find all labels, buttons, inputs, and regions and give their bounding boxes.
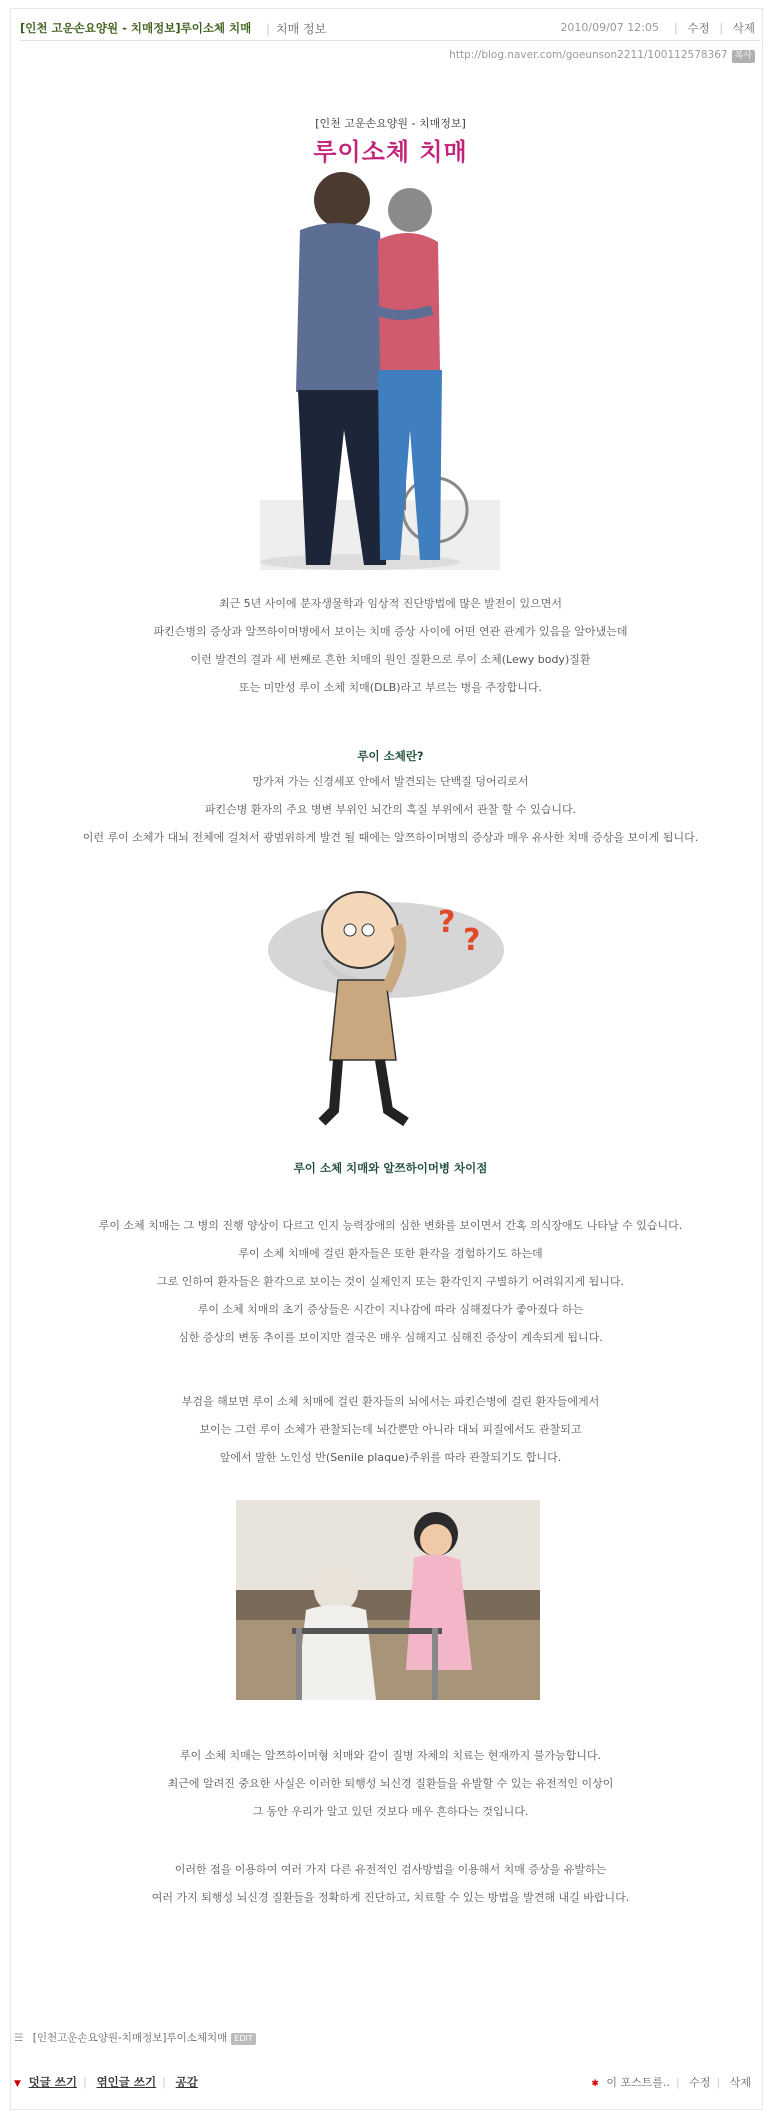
divider: | — [676, 2076, 680, 2089]
sympathy-button[interactable]: 공감 — [175, 2075, 198, 2089]
post-date: 2010/09/07 12:05 — [560, 21, 659, 34]
svg-text:?: ? — [463, 923, 481, 958]
divider: | — [162, 2075, 166, 2089]
article-kicker: [인천 고운손요양원 - 치매정보] — [315, 117, 466, 130]
footer-left-actions — [14, 2074, 198, 2090]
post-url-link[interactable]: http://blog.naver.com/goeunson2211/100112578367 — [449, 49, 728, 61]
divider: | — [83, 2075, 87, 2089]
intro-paragraph — [20, 590, 761, 702]
svg-text:?: ? — [438, 905, 456, 940]
post-actions — [668, 20, 755, 36]
divider: | — [716, 2076, 721, 2089]
closing-line: 여러 가지 퇴행성 뇌신경 질환들을 정확하게 진단하고, 치료할 수 있는 방법을 발견해 내길 바랍니다. — [151, 1891, 630, 1904]
post-header — [20, 14, 761, 40]
footer-delete-link[interactable]: 삭제 — [729, 2076, 751, 2089]
intro-line: 이런 발견의 결과 세 번째로 흔한 치매의 원인 질환으로 루이 소체(Lewy body)질환 — [190, 653, 591, 666]
trackback-button[interactable]: 엮인글 쓰기 — [96, 2075, 157, 2089]
autopsy-paragraph — [20, 1388, 761, 1472]
post-menu-link[interactable]: 이 포스트를.. — [606, 2076, 671, 2089]
intro-line: 최근 5년 사이에 분자생물학과 임상적 진단방법에 많은 발전이 있으면서 — [218, 597, 563, 610]
chevron-down-icon: ▼ — [14, 2079, 21, 2089]
divider: | — [673, 21, 678, 35]
divider: | — [266, 22, 271, 36]
differences-line: 그로 인하여 환자들은 환각으로 보이는 것이 실제인지 또는 환각인지 구별하기 어려워지게 됩니다. — [157, 1275, 624, 1288]
post-title-link[interactable]: [인천 고운손요양원 - 치매정보]루이소체 치매 — [20, 21, 252, 35]
delete-link[interactable]: 삭제 — [732, 21, 755, 35]
intro-line: 파킨슨병의 증상과 알쯔하이머병에서 보이는 치매 증상 사이에 어떤 연관 관계가 있음을 알아냈는데 — [153, 625, 628, 638]
divider: | — [719, 21, 724, 35]
differences-line: 루이 소체 치매는 그 병의 진행 양상이 다르고 인지 능력장애의 심한 변화를 보이면서 간혹 의식장애도 나타날 수 있습니다. — [98, 1219, 683, 1232]
subheading-differences: 루이 소체 치매와 알쯔하이머병 차이점 — [293, 1161, 488, 1175]
article-title: 루이소체 치매 — [313, 138, 468, 166]
nursing-care-photo — [236, 1500, 540, 1700]
star-icon: ✱ — [591, 2079, 599, 2089]
header-divider — [20, 40, 761, 41]
treatment-paragraph — [20, 1742, 761, 1826]
tag-row — [14, 2030, 256, 2045]
differences-line: 루이 소체 치매에 걸린 환자들은 또한 환각을 경험하기도 하는데 — [238, 1247, 543, 1260]
autopsy-line: 앞에서 말한 노인성 반(Senile plaque)주위를 따라 관찰되기도 합니다. — [219, 1451, 562, 1464]
footer-edit-link[interactable]: 수정 — [689, 2076, 711, 2089]
category-link[interactable] — [260, 20, 326, 37]
differences-line: 심한 증상의 변동 추이를 보이지만 결국은 매우 심해지고 심해진 증상이 계속되게 됩니다. — [178, 1331, 603, 1344]
post-url — [449, 49, 755, 63]
differences-paragraph — [20, 1212, 761, 1352]
tag-edit-badge[interactable]: EDIT — [231, 2033, 255, 2045]
closing-line: 이러한 점을 이용하여 여러 가지 다른 유전적인 검사방법을 이용해서 치매 증상을 유발하는 — [174, 1863, 607, 1876]
category-label[interactable]: 치매 정보 — [276, 22, 327, 36]
definition-paragraph — [20, 768, 761, 852]
confused-elder-illustration — [268, 870, 508, 1130]
definition-line: 이런 루이 소체가 대뇌 전체에 걸쳐서 광범위하게 발견 될 때에는 알쯔하이머병의 증상과 매우 유사한 치매 증상을 보이게 됩니다. — [82, 831, 699, 844]
treatment-line: 그 동안 우리가 알고 있던 것보다 매우 흔하다는 것입니다. — [252, 1805, 529, 1818]
footer-right-actions — [591, 2074, 751, 2090]
copy-url-button[interactable]: 복사 — [732, 50, 755, 63]
definition-line: 파킨슨병 환자의 주요 병변 부위인 뇌간의 흑질 부위에서 관찰 할 수 있습니다. — [204, 803, 577, 816]
closing-paragraph — [20, 1856, 761, 1912]
caregiver-photo — [260, 170, 500, 570]
autopsy-line: 보이는 그런 루이 소체가 관찰되는데 뇌간뿐만 아니라 대뇌 피질에서도 관찰되고 — [199, 1423, 582, 1436]
intro-line: 또는 미만성 루이 소체 치매(DLB)라고 부르는 병을 주장합니다. — [238, 681, 543, 694]
tag-link[interactable]: [인천고운손요양원-치매정보]루이소체치매 — [32, 2032, 228, 2044]
treatment-line: 루이 소체 치매는 알쯔하이머형 치매와 같이 질병 자체의 치료는 현재까지 불가능합니다. — [180, 1749, 601, 1762]
edit-link[interactable]: 수정 — [687, 21, 710, 35]
autopsy-line: 부검을 해보면 루이 소체 치매에 걸린 환자들의 뇌에서는 파킨슨병에 걸린 환자들에게서 — [181, 1395, 600, 1408]
comment-button[interactable]: 덧글 쓰기 — [28, 2075, 78, 2089]
differences-line: 루이 소체 치매의 초기 증상들은 시간이 지나감에 따라 심해졌다가 좋아졌다 하는 — [197, 1303, 584, 1316]
treatment-line: 최근에 알려진 중요한 사실은 이러한 퇴행성 뇌신경 질환들을 유발할 수 있는 유전적인 이상이 — [167, 1777, 614, 1790]
definition-line: 망가져 가는 신경세포 안에서 발견되는 단백질 덩어리로서 — [252, 775, 529, 788]
tag-icon: ☰ — [14, 2032, 24, 2044]
subheading-lewy-body: 루이 소체란? — [357, 749, 424, 763]
